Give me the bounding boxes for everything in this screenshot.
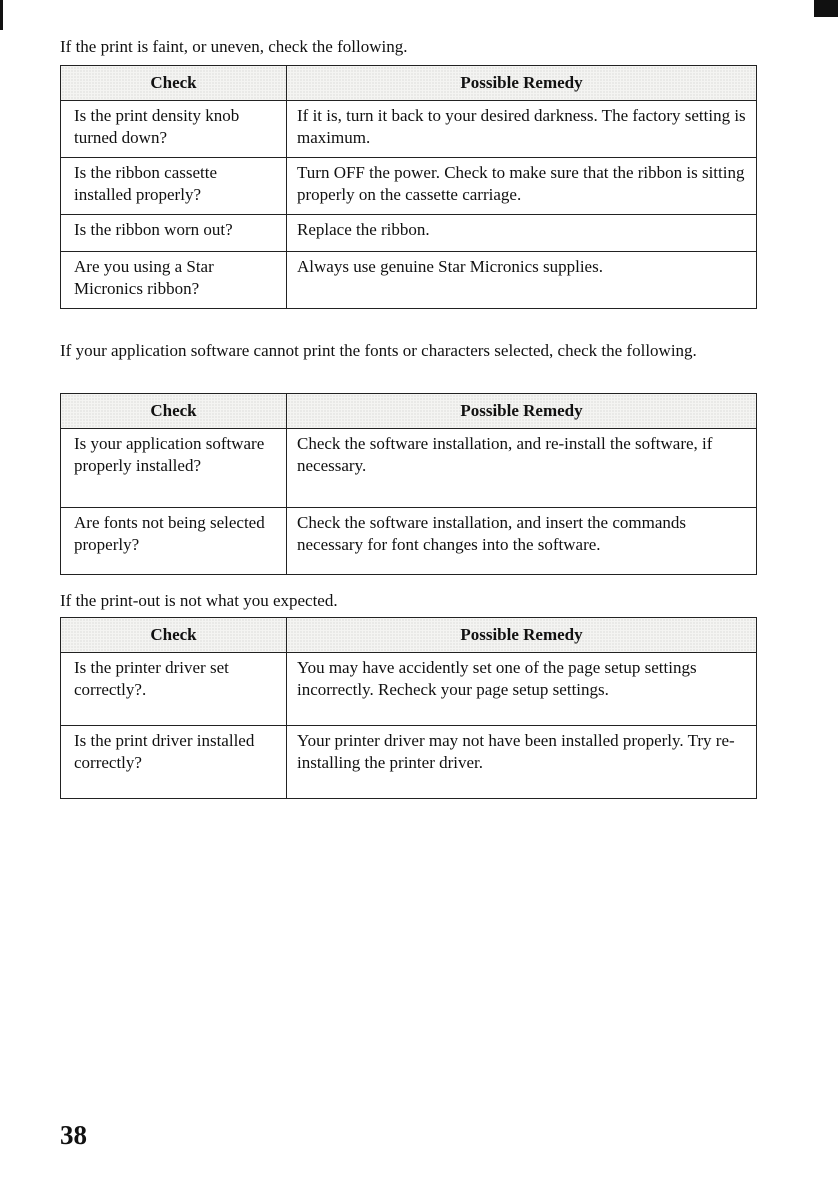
remedy-column-header: Possible Remedy [287, 394, 757, 429]
check-column-header: Check [61, 618, 287, 653]
check-cell: Is the printer driver set correctly?. [61, 653, 287, 726]
check-cell: Is the ribbon worn out? [61, 215, 287, 252]
remedy-cell: Your printer driver may not have been installed properly. Try re-installing the printer driver. [287, 726, 757, 799]
table-header-row [61, 66, 757, 101]
check-cell: Is the print driver installed correctly? [61, 726, 287, 799]
page-number: 38 [60, 1120, 87, 1150]
table-row [61, 429, 757, 508]
scan-edge-mark-right [814, 0, 838, 17]
remedy-cell: If it is, turn it back to your desired darkness. The factory setting is maximum. [287, 101, 757, 158]
check-cell: Is the ribbon cassette installed properly? [61, 158, 287, 215]
section-1-intro: If the print is faint, or uneven, check the following. [60, 37, 408, 56]
remedy-column-header: Possible Remedy [287, 618, 757, 653]
check-cell: Are fonts not being selected properly? [61, 508, 287, 575]
table-row [61, 252, 757, 309]
section-1-table [60, 65, 757, 309]
table-header-row [61, 394, 757, 429]
table-row [61, 101, 757, 158]
check-column-header: Check [61, 394, 287, 429]
table-row [61, 653, 757, 726]
section-3-table [60, 617, 757, 799]
check-cell: Is the print density knob turned down? [61, 101, 287, 158]
check-cell: Is your application software properly installed? [61, 429, 287, 508]
table-row [61, 215, 757, 252]
remedy-cell: Turn OFF the power. Check to make sure that the ribbon is sitting properly on the cassette carriage. [287, 158, 757, 215]
section-2-table [60, 393, 757, 575]
section-3-intro: If the print-out is not what you expected. [60, 591, 338, 610]
table-row [61, 158, 757, 215]
table-row [61, 726, 757, 799]
table-row [61, 508, 757, 575]
remedy-column-header: Possible Remedy [287, 66, 757, 101]
remedy-cell: Check the software installation, and re-install the software, if necessary. [287, 429, 757, 508]
scan-edge-mark-left [0, 0, 3, 30]
remedy-cell: Check the software installation, and insert the commands necessary for font changes into the software. [287, 508, 757, 575]
remedy-cell: Always use genuine Star Micronics supplies. [287, 252, 757, 309]
table-header-row [61, 618, 757, 653]
remedy-cell: Replace the ribbon. [287, 215, 757, 252]
section-2-intro: If your application software cannot print the fonts or characters selected, check the following. [60, 341, 697, 360]
check-column-header: Check [61, 66, 287, 101]
check-cell: Are you using a Star Micronics ribbon? [61, 252, 287, 309]
remedy-cell: You may have accidently set one of the page setup settings incorrectly. Recheck your page setup settings. [287, 653, 757, 726]
